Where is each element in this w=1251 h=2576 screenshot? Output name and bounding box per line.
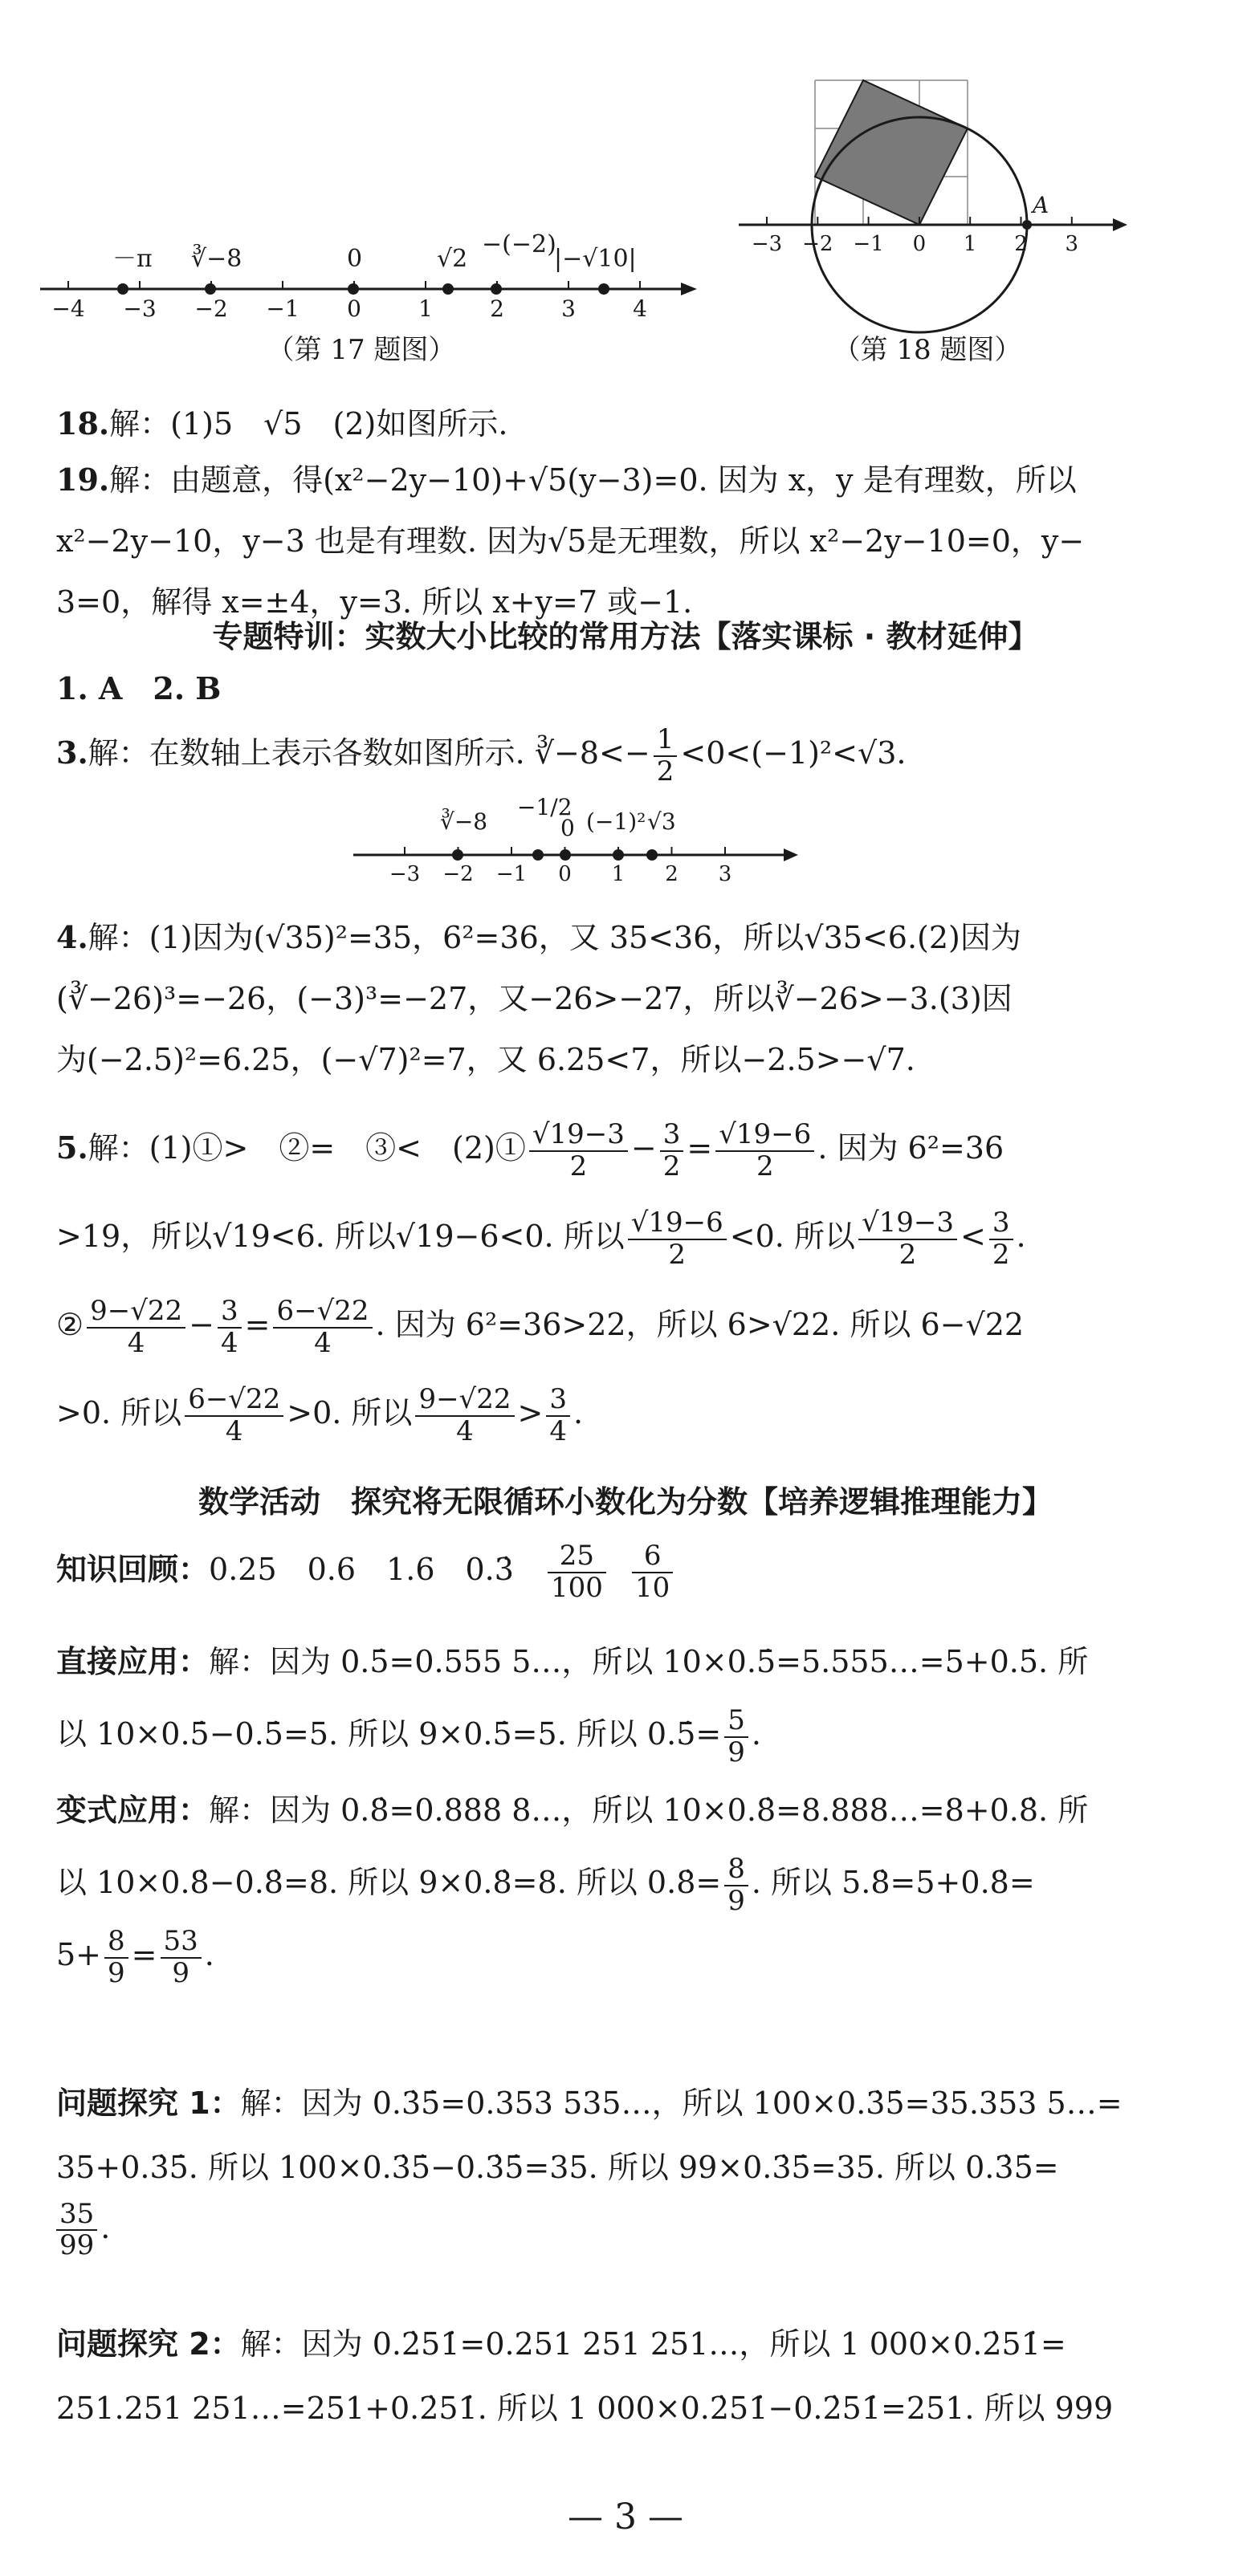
- fig17-tick-label: −1: [266, 295, 300, 322]
- operator: =: [131, 1937, 157, 1972]
- question-5-line-3-end: . 因为 6²=36>22，所以 6>√22. 所以 6−√22: [375, 1307, 1025, 1342]
- fraction-numerator: 6−√22: [185, 1385, 283, 1416]
- fraction-numerator: 3: [989, 1208, 1013, 1239]
- page-number: — 3 —: [568, 2497, 683, 2537]
- question-3-number: 3.: [56, 735, 88, 771]
- variant-application-line-2-end: . 所以 5.8̇=5+0.8̇=: [751, 1865, 1035, 1900]
- question-4-line-3: 为(−2.5)²=6.25，(−√7)²=7，又 6.25<7，所以−2.5>−√7.: [56, 1042, 915, 1077]
- question-19-line-3: 3=0，解得 x=±4，y=3. 所以 x+y=7 或−1.: [56, 584, 693, 620]
- question-5-line-1-end: . 因为 6²=36: [817, 1130, 1004, 1166]
- question-18-number: 18.: [56, 405, 110, 442]
- fraction: [628, 1208, 727, 1270]
- q3-tick-label: −3: [389, 862, 421, 886]
- q3-tick-label: −2: [442, 862, 474, 886]
- knowledge-review: [56, 1529, 1124, 1609]
- question-5-line-4-end: .: [573, 1395, 584, 1430]
- fraction: [715, 1120, 814, 1182]
- variant-application: [56, 1774, 1124, 1991]
- figure-18-caption: （第 18 题图）: [833, 334, 1022, 366]
- fraction-denominator: 4: [220, 1326, 238, 1359]
- question-19-line-2: x²−2y−10，y−3 也是有理数. 因为√5是无理数，所以 x²−2y−10=0，y−: [56, 523, 1085, 559]
- question-4-line-2: (∛−26)³=−26，(−3)³=−27，又−26>−27，所以∛−26>−3.(3)因: [56, 981, 1013, 1016]
- fraction-numerator: 9−√22: [415, 1385, 514, 1416]
- question-5-line-3: ②: [56, 1307, 84, 1342]
- fig17-tick-label: 2: [490, 295, 504, 322]
- question-3: [56, 722, 1124, 787]
- fraction-denominator: 9: [172, 1956, 189, 1989]
- fraction: [273, 1296, 372, 1358]
- problem-exploration-1-label: 问题探究 1：: [56, 2086, 241, 2121]
- direct-application-line-2: 以 10×0.5̇−0.5̇=5. 所以 9×0.5̇=5. 所以 0.5̇=: [56, 1716, 722, 1752]
- fraction: [87, 1296, 185, 1358]
- fig17-tick-label: 3: [561, 295, 576, 322]
- fraction: [56, 2200, 97, 2261]
- variant-application-line-3: 5+: [56, 1937, 102, 1972]
- problem-exploration-1-line-1: 解：因为 0.3̇5̇=0.353 535…，所以 100×0.3̇5̇=35.353 5…=: [240, 2086, 1123, 2121]
- fraction-numerator: 53: [161, 1927, 202, 1958]
- label-zero: 0: [560, 815, 575, 841]
- fraction-numerator: 6: [632, 1541, 673, 1573]
- section-heading-math-activity: 数学活动 探究将无限循环小数化为分数【培养逻辑推理能力】: [198, 1484, 1053, 1520]
- question-18: [56, 393, 1124, 454]
- fraction: [724, 1706, 748, 1768]
- question-4-line-1: 解：(1)因为(√35)²=35，6²=36，又 35<36，所以√35<6.(2)因为: [88, 920, 1021, 955]
- fraction: [415, 1385, 514, 1447]
- questions-1-2: [56, 658, 1124, 719]
- number-line-3: [345, 791, 803, 903]
- question-5-number: 5.: [56, 1129, 88, 1166]
- question-3-text: 解：在数轴上表示各数如图所示. ∛−8<−: [88, 735, 650, 771]
- fig17-tick-label: 0: [347, 295, 361, 322]
- fraction: [724, 1854, 748, 1916]
- label-neg-half: −1/2: [517, 794, 573, 820]
- fig18-tick-label: 2: [1014, 232, 1028, 256]
- fraction-denominator: 2: [668, 1238, 687, 1271]
- q3-tick-label: 3: [718, 862, 732, 886]
- question-5: [56, 1104, 1124, 1457]
- figure-17-caption: （第 17 题图）: [267, 334, 456, 366]
- fraction-numerator: 1: [654, 725, 678, 756]
- fraction-denominator: 2: [992, 1238, 1010, 1271]
- fig17-tick-label: −4: [51, 295, 85, 322]
- fraction-denominator: 2: [656, 755, 674, 787]
- fraction: [632, 1541, 673, 1603]
- q3-tick-label: 2: [665, 862, 678, 886]
- fraction: [185, 1385, 283, 1447]
- variant-application-label: 变式应用：: [56, 1793, 210, 1828]
- operator: <: [960, 1219, 986, 1254]
- fraction: [546, 1385, 570, 1447]
- question-18-answer: 解：(1)5 √5 (2)如图所示.: [109, 406, 508, 442]
- fraction-numerator: 25: [548, 1541, 606, 1573]
- problem-exploration-2-line-2: 251.251 251…=251+0.2̇51̇. 所以 1 000×0.2̇51̇−0.2̇51̇=251. 所以 999: [56, 2391, 1114, 2426]
- fig18-tick-label: −2: [802, 232, 833, 256]
- fraction-numerator: 3: [660, 1120, 684, 1151]
- problem-exploration-1-line-2: 35+0.3̇5̇. 所以 100×0.3̇5̇−0.3̇5̇=35. 所以 99×0.3̇5̇=35. 所以 0.3̇5̇=: [56, 2150, 1059, 2185]
- fraction-denominator: 10: [635, 1571, 670, 1604]
- point-a-label: A: [1033, 192, 1049, 218]
- fig18-tick-label: 3: [1065, 232, 1079, 256]
- fig18-tick-label: 0: [912, 232, 927, 256]
- problem-exploration-1: [56, 2071, 1124, 2261]
- fraction-denominator: 4: [127, 1326, 145, 1359]
- label-abs-sqrt10: |−√10|: [554, 245, 637, 273]
- question-5-line-4: >0. 所以: [56, 1395, 182, 1430]
- label-sqrt2: √2: [437, 245, 468, 273]
- answers-1-2: 1. A 2. B: [56, 670, 222, 706]
- fraction-denominator: 4: [549, 1414, 567, 1447]
- fig17-tick-label: 4: [633, 295, 647, 322]
- fraction: [529, 1120, 628, 1182]
- fraction: [858, 1208, 957, 1270]
- label-neg-neg2: −(−2): [482, 233, 556, 258]
- fraction-denominator: 2: [662, 1150, 681, 1182]
- fraction-denominator: 2: [756, 1150, 774, 1182]
- direct-application-line-1: 解：因为 0.5̇=0.555 5…，所以 10×0.5̇=5.555…=5+0.5̇. 所: [209, 1644, 1089, 1679]
- q3-tick-label: 0: [558, 862, 572, 886]
- section-heading-special-training: 专题特训：实数大小比较的常用方法【落实课标 · 教材延伸】: [212, 619, 1039, 654]
- question-19-number: 19.: [56, 462, 110, 498]
- period: .: [751, 1716, 761, 1752]
- q3-tick-label: −1: [495, 862, 528, 886]
- period: .: [204, 1937, 214, 1972]
- operator: >: [517, 1395, 544, 1430]
- figure-question-3: [345, 791, 803, 903]
- direct-application-label: 直接应用：: [56, 1644, 210, 1679]
- fraction-denominator: 4: [456, 1414, 474, 1447]
- operator: =: [687, 1130, 713, 1166]
- fraction-numerator: 6−√22: [273, 1296, 372, 1328]
- fig18-tick-label: −1: [853, 232, 884, 256]
- fraction-numerator: 8: [724, 1854, 748, 1886]
- fraction-denominator: 2: [569, 1150, 588, 1182]
- fraction-numerator: √19−6: [628, 1208, 727, 1239]
- label-cbrt-neg8: ∛−8: [191, 245, 242, 273]
- label-cbrt-neg8: ∛−8: [440, 808, 488, 835]
- fig17-tick-label: −3: [123, 295, 157, 322]
- operator: −: [189, 1307, 214, 1342]
- q3-tick-label: 1: [611, 862, 626, 886]
- problem-exploration-2: [56, 2312, 1124, 2440]
- fraction-numerator: √19−3: [529, 1120, 628, 1151]
- fig18-tick-label: −3: [751, 232, 783, 256]
- fraction-numerator: 35: [56, 2200, 97, 2231]
- fraction-denominator: 4: [314, 1326, 332, 1359]
- problem-exploration-2-line-1: 解：因为 0.2̇51̇=0.251 251 251…，所以 1 000×0.2̇51̇=: [240, 2326, 1066, 2362]
- fig17-tick-label: 1: [418, 295, 433, 322]
- fraction-numerator: 3: [218, 1296, 242, 1328]
- fraction-numerator: 9−√22: [87, 1296, 185, 1328]
- fraction-numerator: 8: [104, 1927, 128, 1958]
- fraction-denominator: 100: [550, 1571, 603, 1604]
- variant-application-line-1: 解：因为 0.8̇=0.888 8…，所以 10×0.8̇=8.888…=8+0.8̇. 所: [209, 1793, 1089, 1828]
- fig18-tick-label: 1: [963, 232, 977, 256]
- fraction-denominator: 9: [727, 1736, 745, 1768]
- question-4: [56, 907, 1124, 1090]
- fraction: [989, 1208, 1013, 1270]
- fraction-numerator: √19−3: [858, 1208, 957, 1239]
- question-19-line-1: 解：由题意，得(x²−2y−10)+√5(y−3)=0. 因为 x，y 是有理数，所以: [109, 462, 1077, 498]
- knowledge-review-values: 0.25 0.6 1.6 0.3̇: [209, 1552, 544, 1587]
- geometry-figure-18: [715, 64, 1132, 369]
- question-19: [56, 450, 1124, 633]
- question-5-line-1: 解：(1)①> ②= ③< (2)①: [88, 1130, 526, 1166]
- label-neg-pi: －π: [112, 245, 153, 273]
- fraction: [548, 1541, 606, 1603]
- fraction-denominator: 99: [59, 2229, 95, 2262]
- question-5-line-2-mid: <0. 所以: [729, 1219, 855, 1254]
- question-5-line-2-end: .: [1016, 1219, 1026, 1254]
- fraction: [161, 1927, 202, 1988]
- figure-18: [715, 64, 1132, 369]
- fraction: [104, 1927, 128, 1988]
- fig17-tick-label: −2: [194, 295, 228, 322]
- operator: −: [630, 1130, 657, 1166]
- direct-application: [56, 1626, 1124, 1770]
- fraction-numerator: 3: [546, 1385, 570, 1416]
- fraction-one-half: [654, 725, 678, 787]
- fraction-denominator: 9: [108, 1956, 125, 1989]
- question-4-number: 4.: [56, 919, 88, 955]
- fraction-denominator: 4: [225, 1414, 243, 1447]
- label-sqrt3: √3: [647, 808, 676, 835]
- fraction-denominator: 9: [727, 1884, 745, 1917]
- fraction-numerator: 5: [724, 1706, 748, 1737]
- operator: =: [244, 1307, 271, 1342]
- question-5-line-2: >19，所以√19<6. 所以√19−6<0. 所以: [56, 1219, 625, 1254]
- fraction-denominator: 2: [899, 1238, 917, 1271]
- question-5-line-4-mid: >0. 所以: [287, 1395, 413, 1430]
- label-neg1-squared: (−1)²: [586, 808, 646, 835]
- fraction: [218, 1296, 242, 1358]
- period: .: [100, 2209, 111, 2245]
- label-zero: 0: [347, 245, 363, 273]
- question-3-tail: <0<(−1)²<√3.: [680, 735, 907, 771]
- fraction: [660, 1120, 684, 1182]
- variant-application-line-2: 以 10×0.8̇−0.8̇=8. 所以 9×0.8̇=8. 所以 0.8̇=: [56, 1865, 722, 1900]
- problem-exploration-2-label: 问题探究 2：: [56, 2326, 241, 2362]
- fraction-numerator: √19−6: [715, 1120, 814, 1151]
- knowledge-review-label: 知识回顾：: [56, 1552, 210, 1587]
